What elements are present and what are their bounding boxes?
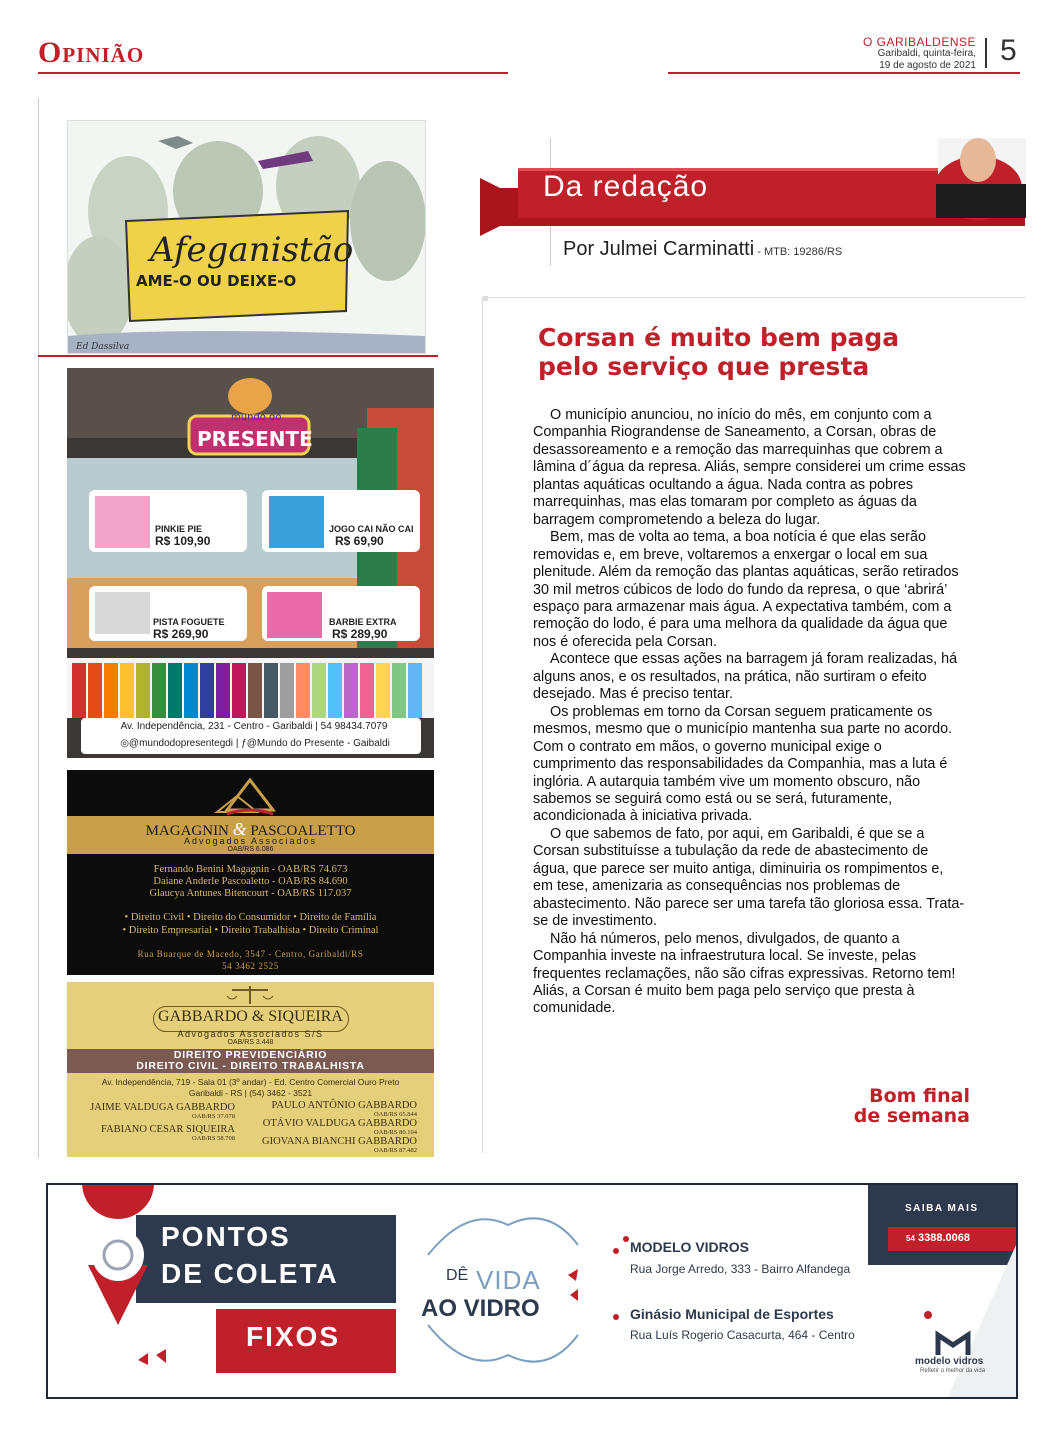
cartoon-signature: Ed Dassilva: [76, 342, 130, 352]
law-firm-2-tagline: Advogados Associados S/S: [177, 1029, 324, 1039]
scales-icon: [67, 982, 434, 1008]
product-price-3: R$ 269,90: [153, 627, 209, 641]
column-label: Da redação: [543, 170, 709, 203]
brand-tagline: Refletir o melhor da vida: [920, 1368, 986, 1374]
law-firm-2-areas: DIREITO PREVIDENCIÁRIO DIREITO CIVIL - DIREITO TRABALHISTA: [136, 1049, 365, 1072]
product-price-2: R$ 69,90: [335, 534, 384, 548]
law-firm-ad-2[interactable]: [67, 982, 434, 1157]
article-paragraph: Acontece que essas ações na barragem já foram realizadas, há alguns anos, e os resultados, na prática, não surtiram o efeito desejado. Mas é preciso tentar.: [533, 651, 958, 703]
toy-store-instagram[interactable]: @mundodopresentegdi: [128, 738, 234, 749]
date-line-1: Garibaldi, quinta-feira,: [877, 48, 976, 59]
recycling-ad[interactable]: [46, 1183, 1018, 1399]
product-name-3: PISTA FOGUETE: [153, 617, 225, 627]
toy-store-address: Av. Independência, 231 - Centro - Garibaldi | 54 98434.7079: [120, 721, 388, 732]
article-paragraph: Os problemas em torno da Corsan seguem praticamente os mesmos, mesmo que o município mantenha sua parte no acordo. Com o contrato em mãos, o governo municipal exige o cumprimento das responsabilidades da Companhia, mas a luta é inglória. A autarquia também vive um momento obscuro, não sabemos se seguirá como está ou se será, futuramente, acondicionada à iniciativa privada.: [533, 703, 953, 825]
toy-store-name: mundo do: [231, 412, 282, 423]
collection-point-2-address: Rua Luís Rogerio Casacurta, 464 - Centro: [630, 1328, 855, 1342]
law-firm-1-contact: Rua Buarque de Macedo, 3547 - Centro, Garibaldi/RS 54 3462 2525: [137, 949, 364, 971]
column-divider: [38, 98, 39, 1158]
section-title: Opinião: [38, 36, 145, 69]
law-firm-2-oab: OAB/RS 3.448: [227, 1039, 274, 1046]
product-name-4: BARBIE EXTRA: [329, 617, 397, 627]
article-headline: Corsan é muito bem paga pelo serviço que presta: [538, 323, 900, 381]
collection-point-1-address: Rua Jorge Arredo, 333 - Bairro Alfandega: [630, 1262, 851, 1276]
article-body: [533, 407, 966, 1018]
article-paragraph: O que sabemos de fato, por aqui, em Garibaldi, é que se a Corsan substituísse a tubulação da rede de abastecimento de água, que parece ser muito antiga, diminuiria os rompimentos e, em tese, amenizaria as consequências nos problemas de abastecimento. Não parece ser uma tarefa tão gloriosa essa. Trata-se de investimento.: [533, 825, 965, 930]
cartoon: [67, 120, 426, 354]
law-firm-2-lawyer-3: FABIANO CESAR SIQUEIRA OAB/RS 58.708: [101, 1124, 235, 1142]
toy-store-social: ◎@mundodopresentegdi | ƒ@Mundo do Presente - Gaibaldi: [120, 738, 390, 749]
facebook-icon: ƒ: [241, 738, 247, 749]
law-firm-2-lawyer-1: JAIME VALDUGA GABBARDO OAB/RS 37.078: [90, 1102, 235, 1120]
law-firm-1-lawyers: Fernando Benini Magagnin - OAB/RS 74.673 Daiane Anderle Pascoaletto - OAB/RS 84.690 Glaucya Antunes Bitencourt - OAB/RS 117.037: [149, 864, 352, 899]
product-name-2: JOGO CAI NÃO CAI: [329, 524, 414, 534]
law-firm-2-name: GABBARDO & SIQUEIRA: [158, 1008, 343, 1025]
article-signoff: Bom final de semana: [853, 1085, 970, 1127]
date-line-2: 19 de agosto de 2021: [879, 60, 976, 71]
bullet-icon: [623, 1236, 629, 1242]
saiba-mais-label: SAIBA MAIS: [905, 1203, 979, 1214]
colored-pencils: [67, 658, 434, 718]
cartoon-underline: [38, 355, 438, 357]
toy-store-name2: PRESENTE: [197, 427, 313, 451]
law-firm-1-tagline: Advogados Associados: [183, 836, 318, 846]
article-paragraph: Não há números, pelo menos, divulgados, de quanto a Companhia investe na infraestrutura local. Se investe, pelas frequentes reclamações, não são cifras expressivas. Retorno tem! Aliás, a Corsan é muito bem paga pelo serviço que presta à comunidade.: [533, 930, 956, 1017]
collection-point-1: MODELO VIDROS: [630, 1239, 750, 1255]
recycling-title-1: PONTOS: [161, 1221, 291, 1252]
vidro-logo-de: DÊ: [446, 1267, 469, 1284]
column-author: Por Julmei Carminatti - MTB: 19286/RS: [563, 238, 843, 260]
recycling-title-3: FIXOS: [246, 1321, 341, 1352]
law-firm-2-lawyer-2: PAULO ANTÔNIO GABBARDO OAB/RS 65.844: [271, 1100, 417, 1118]
product-price-4: R$ 289,90: [332, 627, 388, 641]
page-separator: [985, 38, 987, 68]
page-number: 5: [1000, 34, 1017, 67]
cartoon-drawing: [68, 121, 425, 353]
vidro-logo-bottom: AO VIDRO: [421, 1295, 540, 1322]
brand-name: modelo vidros: [915, 1356, 984, 1367]
product-name-1: PINKIE PIE: [155, 524, 203, 534]
law-firm-2-lawyer-5: GIOVANA BIANCHI GABBARDO OAB/RS 87.482: [262, 1136, 417, 1154]
article-paragraph: Bem, mas de volta ao tema, a boa notícia é que elas serão removidas e, em breve, voltaremos a enxergar o local em sua plenitude. Além da remoção das plantas aquáticas, serão retirados 30 mil metros cúbicos de lodo do fundo da represa, o que ‘abrirá’ espaço para armazenar mais água. A expectativa também, com a remoção do lodo, é para uma melhora da qualidade da água que nos é oferecida pela Corsan.: [533, 529, 959, 650]
law-firm-ad-1[interactable]: [67, 770, 434, 975]
cartoon-title: Afeganistão: [150, 230, 354, 270]
law-firm-1-name: MAGAGNIN & PASCOALETTO: [145, 819, 356, 839]
law-firm-1-oab: OAB/RS 6.086: [227, 846, 274, 853]
law-firm-2-address: Av. Independência, 719 - Sala 01 (3º andar) - Ed. Centro Comercial Ouro Preto Garibaldi - RS | (54) 3462 - 3521: [101, 1077, 400, 1098]
header-rule-left: [38, 72, 508, 74]
law-firm-2-lawyer-4: OTÁVIO VALDUGA GABBARDO OAB/RS 80.104: [262, 1118, 417, 1136]
phone-number[interactable]: 54 3388.0068: [906, 1232, 970, 1244]
toy-store-ad[interactable]: [67, 368, 434, 758]
law-firm-logo-1: [67, 770, 434, 820]
instagram-icon: ◎: [120, 738, 129, 749]
cartoon-subtitle: AME-O OU DEIXE-O: [136, 272, 297, 290]
vidro-logo-vida: VIDA: [476, 1265, 541, 1295]
collection-point-2: Ginásio Municipal de Esportes: [630, 1306, 834, 1322]
article-corner: [483, 296, 488, 301]
article-paragraph: O município anunciou, no início do mês, em conjunto com a Companhia Riograndense de Saneamento, a Corsan, obras de desassoreamento e a remoção das marrequinhas que cobrem a lâmina d´água da represa. Aliás, sempre considerei um crime essas plantas aquáticas ocultando a água. Nada contra as pobres marrequinhas, mas elas tomaram por completo as águas da barragem comprometendo a beleza do lugar.: [533, 407, 966, 528]
paper-name: O GARIBALDENSE: [862, 35, 976, 49]
law-firm-1-areas: • Direito Civil • Direito do Consumidor • Direito de Família • Direito Empresarial • Direito Trabalhista • Direito Criminal: [122, 912, 379, 936]
toy-store-facebook[interactable]: @Mundo do Presente - Gaibaldi: [246, 738, 390, 749]
column-author-mtb: - MTB: 19286/RS: [754, 246, 843, 258]
header-rule-right: [668, 72, 1020, 74]
recycling-title-2: DE COLETA: [161, 1258, 339, 1289]
paper-date: [836, 48, 976, 72]
toy-store-ad-art: [67, 368, 434, 758]
product-price-1: R$ 109,90: [155, 534, 211, 548]
